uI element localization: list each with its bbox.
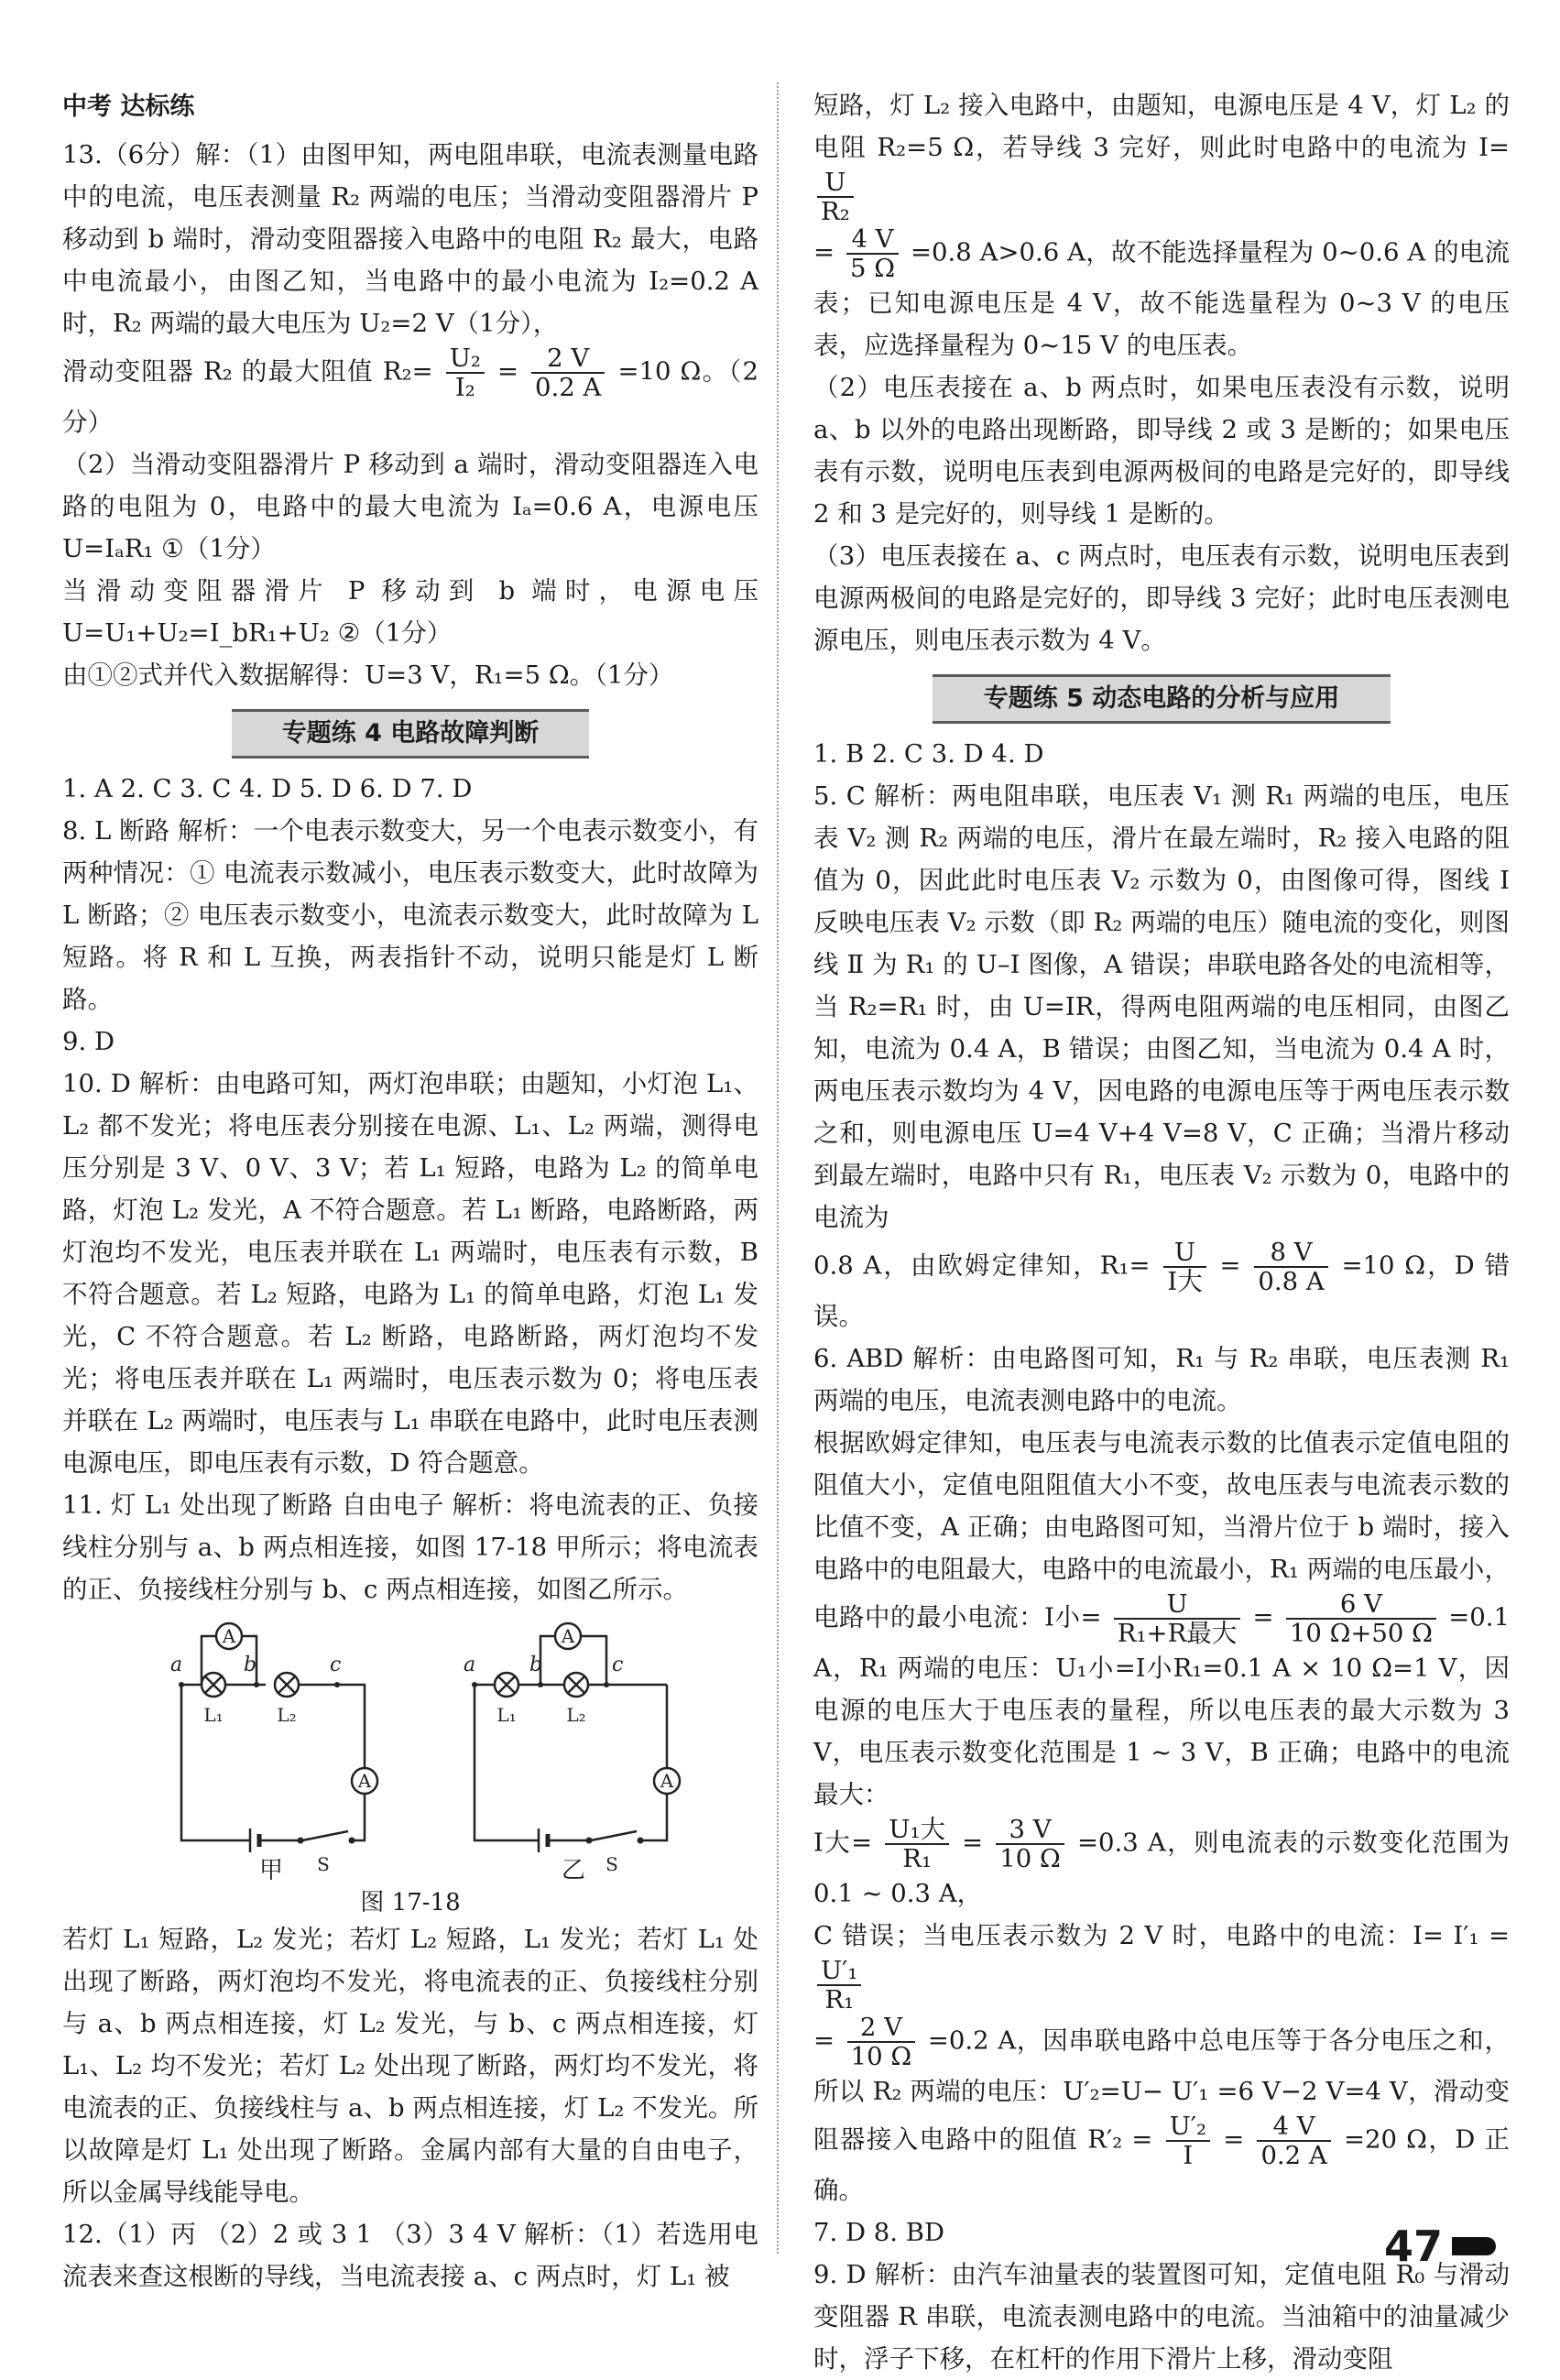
answer-6: 6. ABD 解析：由电路图可知，R₁ 与 R₂ 串联，电压表测 R₁ 两端的电压，电流表测电路中的电流。 [813, 1344, 1510, 1415]
section-title-4: 专题练 4 电路故障判断 [232, 709, 589, 759]
answer-6-part4: C 错误；当电压表示数为 2 V 时，电路中的电流：I= I′₁ = $\frac{\text{U′₁}}{\text{R₁}}$ [813, 1921, 1510, 2014]
fraction: $\frac{6 V}{10 \Omega+50 \Omega}$ [1286, 1590, 1436, 1647]
answer-6-part2: 根据欧姆定律知，电压表与电流表示数的比值表示定值电阻的阻值大小，定值电阻阻值大小不变，故电压表与电流表示数的比值不变，A 正确；由电路图可知，当滑片位于 b 端时，接入电路中的电阻最大，电路中的电流最小，R₁ 两端的电压最小，电路中的最小电流：I小= U R₁+R最大 = $\frac{6 V}{10 \Omega+50 \Omega}$ =0.1 A，R₁ 两端的电压：U₁小=I小R₁=0.1 A × 10 Ω=1 V，因电源的电压大于电压表的量程，所以电压表的最大示数为 3 V，电压表示数变化范围是 1 ~ 3 V，B 正确；电路中的电流最大： [813, 1428, 1511, 1809]
left-column [62, 84, 758, 2298]
ammeter-label: A [660, 1770, 674, 1792]
q13-formula-line: 滑动变阻器 R₂ 的最大阻值 R₂= $\frac{\text{U₂}}{\text{I₂}}$ = $\frac{2 V}{0.2 A}$ =10 Ω。（2分） [62, 344, 758, 437]
answers-1-4: 1. B 2. C 3. D 4. D [813, 739, 1044, 769]
fraction: $\frac{\text{U′₂}}{I}$ [1166, 2113, 1210, 2169]
answer-12-calc: = $\frac{4 V}{5 \Omega}$ =0.8 A>0.6 A，故不能选择量程为 0~0.6 A 的电流表；已知电源电压是 4 V，故不能选量程为 0~3 V 的电压表，应选择量程为 0~15 V 的电压表。 [813, 224, 1510, 360]
fraction: $\frac{3 V}{10 \Omega}$ [996, 1816, 1064, 1872]
fraction: $\frac{\text{U′₁}}{\text{R₁}}$ [817, 1957, 861, 2014]
section-title-5: 专题练 5 动态电路的分析与应用 [933, 674, 1391, 724]
fraction: $\frac{2 V}{0.2 A}$ [531, 344, 605, 401]
fraction: $\frac{4 V}{0.2 A}$ [1257, 2113, 1330, 2169]
switch-label: S [317, 1853, 330, 1875]
answers-1-7: 1. A 2. C 3. C 4. D 5. D 6. D 7. D [62, 774, 473, 803]
answer-12-part2: （2）电压表接在 a、b 两点时，如果电压表没有示数，说明 a、b 以外的电路出现断路，即导线 2 或 3 是断的；如果电压表有示数，说明电压表到电源两极间的电路是完好的，即导线 2 和 3 是完好的，则导线 1 是断的。 [813, 373, 1510, 529]
answer-6-part5: = $\frac{2 V}{10 \Omega}$ =0.2 A，因串联电路中总电压等于各分电压之和，所以 R₂ 两端的电压：U′₂=U− U′₁ =6 V−2 V=4 V，滑动变阻器接入电路中的阻值 R′₂ = $\frac{\text{U′₂}}{I}$ = $\frac{4 V}{0.2 A}$ =20 Ω，D 正确。 [813, 2013, 1510, 2205]
page-tab-mark [1452, 2237, 1496, 2255]
ammeter-label: A [561, 1625, 575, 1647]
q13-part1: 13.（6分）解：（1）由图甲知，两电阻串联，电流表测量电路中的电流，电压表测量 R₂ 两端的电压；当滑动变阻器滑片 P 移动到 b 端时，滑动变阻器接入电路中的电阻 R₂ 最大，电路中电流最小，由图乙知，当电路中的最小电流为 I₂=0.2 A 时，R₂ 两端的最大电压为 U₂=2 V（1分）， [62, 140, 758, 338]
answer-11-continued: 若灯 L₁ 短路，L₂ 发光；若灯 L₂ 短路，L₁ 发光；若灯 L₁ 处出现了断路，两灯泡均不发光，将电流表的正、负接线柱分别与 a、b 两点相连接，灯 L₂ 发光，与 b、c 两点相连接，灯 L₁、L₂ 均不发光；若灯 L₂ 处出现了断路，两灯均不发光，将电流表的正、负接线柱与 a、b 两点相连接，灯 L₂ 不发光。所以故障是灯 L₁ 处出现了断路。金属内部有大量的自由电子，所以金属导线能导电。 [62, 1925, 758, 2207]
answer-6-part3: I大= U₁大 R₁ = $\frac{3 V}{10 \Omega}$ =0.3 A，则电流表的示数变化范围为 0.1 ~ 0.3 A， [813, 1815, 1511, 1908]
fraction: $\frac{2 V}{10 \Omega}$ [847, 2014, 916, 2070]
lamp-label-l1: L₁ [496, 1704, 517, 1726]
answer-12: 12.（1）丙 （2）2 或 3 1 （3）3 4 V 解析：（1）若选用电流表来查这根断的导线，当电流表接 a、c 两点时，灯 L₁ 被 [62, 2220, 758, 2291]
answers-7-8: 7. D 8. BD [813, 2218, 945, 2247]
answer-9: 9. D [62, 1027, 115, 1056]
label-a: a [464, 1654, 476, 1676]
answer-12-part3: （3）电压表接在 a、c 两点时，电压表有示数，说明电压表到电源两极间的电路是完好的，即导线 3 完好；此时电压表测电源电压，则电压表示数为 4 V。 [813, 541, 1510, 655]
ammeter-label: A [357, 1770, 372, 1792]
fraction: U R₁+R最大 [1114, 1590, 1240, 1647]
figure-caption: 图 17-18 [360, 1889, 461, 1916]
figure-label-jia: 甲 [259, 1857, 284, 1884]
fraction: $\frac{4 V}{5 \Omega}$ [846, 225, 899, 282]
q13-part2: （2）当滑动变阻器滑片 P 移动到 a 端时，滑动变阻器连入电路的电阻为 0，电路中的最大电流为 Iₐ=0.6 A，电源电压 U=IₐR₁ ①（1分） [62, 450, 758, 563]
answer-12-continued: 短路，灯 L₂ 接入电路中，由题知，电源电压是 4 V，灯 L₂ 的电阻 R₂=5 Ω，若导线 3 完好，则此时电路中的电流为 I= $\frac{U}{\text{R₂}}$ [813, 91, 1510, 226]
fraction: U₁大 R₁ [885, 1816, 949, 1872]
label-a: a [170, 1654, 183, 1676]
fraction: $\frac{U}{\text{R₂}}$ [817, 169, 854, 225]
fraction: U I大 [1163, 1239, 1205, 1295]
right-column [813, 84, 1510, 2380]
ammeter-label: A [222, 1625, 236, 1647]
lamp-label-l1: L₁ [203, 1704, 224, 1726]
lamp-label-l2: L₂ [566, 1704, 586, 1726]
figure-label-yi: 乙 [562, 1857, 586, 1884]
label-c: c [612, 1654, 624, 1676]
label-b: b [529, 1654, 543, 1676]
circuit-diagrams [62, 1616, 758, 1882]
answer-10: 10. D 解析：由电路可知，两灯泡串联；由题知，小灯泡 L₁、L₂ 都不发光；将电压表分别接在电源、L₁、L₂ 两端，测得电压分别是 3 V、0 V、3 V；若 L₁ 短路，电路为 L₂ 的简单电路，灯泡 L₂ 发光，A 不符合题意。若 L₁ 断路，电路断路，两灯泡均不发光，电压表并联在 L₁ 两端时，电压表有示数，B 不符合题意。若 L₂ 短路，电路为 L₁ 的简单电路，灯泡 L₁ 发光，C 不符合题意。若 L₂ 断路，电路断路，两灯泡均不发光；将电压表并联在 L₁ 两端时，电压表示数为 0；将电压表并联在 L₂ 两端时，电压表与 L₁ 串联在电路中，此时电压表测电源电压，即电压表有示数，D 符合题意。 [62, 1069, 758, 1478]
page-number: 47 [1384, 2222, 1496, 2271]
answer-5-formula: 0.8 A，由欧姆定律知，R₁= U I大 = $\frac{8 V}{0.8 A}$ =10 Ω，D 错误。 [813, 1238, 1511, 1331]
circuit-figure [62, 1616, 758, 1918]
switch-label: S [605, 1853, 618, 1875]
q13-part3: 当滑动变阻器滑片 P 移动到 b 端时，电源电压 U=U₁+U₂=I_bR₁+U₂ ②（1分） [62, 576, 758, 648]
fraction: $\frac{\text{U₂}}{\text{I₂}}$ [446, 344, 485, 401]
label-b: b [244, 1654, 257, 1676]
answer-5: 5. C 解析：两电阻串联，电压表 V₁ 测 R₁ 两端的电压，电压表 V₂ 测 R₂ 两端的电压，滑片在最左端时，R₂ 接入电路的阻值为 0，因此此时电压表 V₂ 示数为 0，由图像可得，图线 I 反映电压表 V₂ 示数（即 R₂ 两端的电压）随电流的变化，则图线 Ⅱ 为 R₁ 的 U–I 图像，A 错误；串联电路各处的电流相等，当 R₂=R₁ 时，由 U=IR，得两电阻两端的电压相同，由图乙知，电流为 0.4 A，B 错误；由图乙知，当电流为 0.4 A 时，两电压表示数均为 4 V，因电路的电源电压等于两电压表示数之和，则电源电压 U=4 V+4 V=8 V，C 正确；当滑片移动到最左端时，电路中只有 R₁，电压表 V₂ 示数为 0，电路中的电流为 [813, 781, 1510, 1232]
answer-8: 8. L 断路 解析：一个电表示数变大，另一个电表示数变小，有两种情况：① 电流表示数减小，电压表示数变大，此时故障为 L 断路；② 电压表示数变小，电流表示数变大，此时故障为 L 短路。将 R 和 L 互换，两表指针不动，说明只能是灯 L 断路。 [62, 816, 758, 1014]
q13-part4: 由①②式并代入数据解得：U=3 V，R₁=5 Ω。（1分） [62, 661, 674, 690]
fraction: $\frac{8 V}{0.8 A}$ [1254, 1239, 1327, 1295]
header-label: 中考 达标练 [62, 93, 195, 121]
answer-11: 11. 灯 L₁ 处出现了断路 自由电子 解析：将电流表的正、负接线柱分别与 a、b 两点相连接，如图 17-18 甲所示；将电流表的正、负接线柱分别与 b、c 两点相连接，如图乙所示。 [62, 1490, 758, 1604]
label-c: c [330, 1654, 342, 1676]
lamp-label-l2: L₂ [277, 1704, 297, 1726]
answer-9: 9. D 解析：由汽车油量表的装置图可知，定值电阻 R₀ 与滑动变阻器 R 串联，电流表测电路中的电流。当油箱中的油量减少时，浮子下移，在杠杆的作用下滑片上移，滑动变阻 [813, 2260, 1510, 2374]
column-divider [777, 82, 779, 2254]
